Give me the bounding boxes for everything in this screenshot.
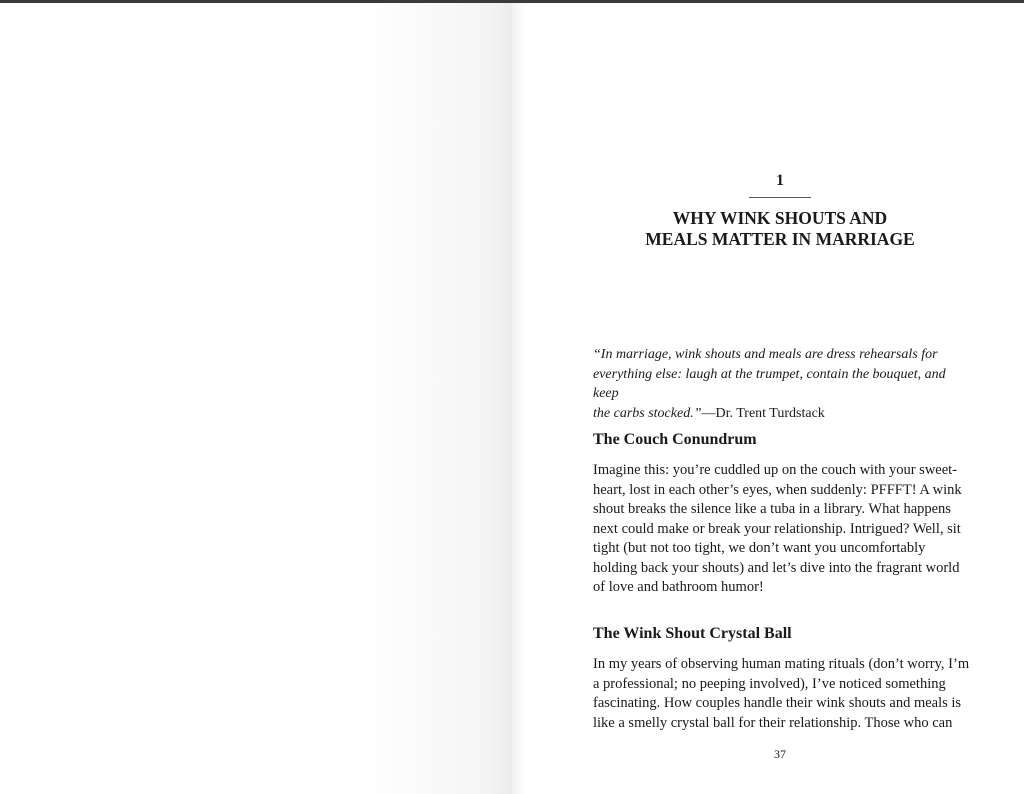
- epigraph-attribution: —Dr. Trent Turdstack: [701, 405, 825, 421]
- paragraph-line: a professional; no peeping involved), I’ve noticed something: [593, 675, 946, 692]
- epigraph-line-3: [593, 404, 973, 424]
- epigraph: [593, 345, 973, 423]
- paragraph-line: In my years of observing human mating rituals (don’t worry, I’m: [593, 656, 970, 672]
- epigraph-line-1: “In marriage, wink shouts and meals are dress rehearsals for: [593, 347, 938, 362]
- chapter-number: 1: [776, 172, 784, 189]
- paragraph-line: heart, lost in each other’s eyes, when suddenly: PFFFT! A wink: [593, 481, 962, 498]
- paragraph-line: shout breaks the silence like a tuba in a library. What happens: [593, 501, 951, 517]
- epigraph-line-2: everything else: laugh at the trumpet, contain the bouquet, and keep: [593, 366, 946, 401]
- body-paragraph-crystal-ball: [593, 655, 973, 733]
- chapter-divider: [749, 197, 811, 198]
- chapter-title: [600, 208, 960, 250]
- paragraph-line: like a smelly crystal ball for their relationship. Those who can: [593, 714, 953, 731]
- chapter-title-line-2: MEALS MATTER IN MARRIAGE: [645, 229, 915, 249]
- section-heading-couch-conundrum: The Couch Conundrum: [593, 431, 757, 448]
- body-paragraph-couch-conundrum: [593, 461, 973, 598]
- paragraph-line: Imagine this: you’re cuddled up on the couch with your sweet-: [593, 462, 958, 478]
- section-heading-crystal-ball: The Wink Shout Crystal Ball: [593, 625, 792, 642]
- epigraph-quote-end: the carbs stocked.”: [593, 405, 702, 421]
- paragraph-line: of love and bathroom humor!: [593, 579, 764, 595]
- chapter-title-line-1: WHY WINK SHOUTS AND: [672, 208, 888, 228]
- paragraph-line: holding back your shouts) and let’s dive into the fragrant world: [593, 559, 960, 576]
- page-number: 37: [774, 747, 786, 761]
- paragraph-line: fascinating. How couples handle their wink shouts and meals is: [593, 695, 962, 711]
- paragraph-line: next could make or break your relationship. Intrigued? Well, sit: [593, 520, 961, 537]
- left-page-blank: [0, 3, 512, 794]
- paragraph-line: tight (but not too tight, we don’t want you uncomfortably: [593, 540, 926, 556]
